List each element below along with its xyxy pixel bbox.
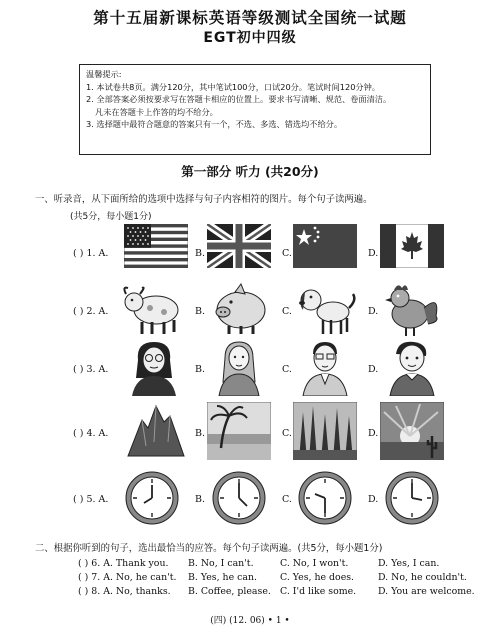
pig-image bbox=[207, 280, 271, 338]
response-instruction: 二、根据你听到的句子，选出最恰当的应答。每个句子读两遍。(共5分，每小题1分) bbox=[35, 543, 383, 554]
clock-image bbox=[380, 468, 444, 526]
desert-image bbox=[380, 402, 444, 460]
option-b-label: B. bbox=[195, 428, 206, 439]
notice-box bbox=[79, 64, 431, 155]
notice-line-3: 凡未在答题卡上作答的均不给分。 bbox=[95, 106, 218, 117]
question-row-6 bbox=[78, 558, 478, 571]
question-6-option-a: ( ) 6. A. Thank you. bbox=[78, 558, 169, 569]
question-8-option-c: C. I'd like some. bbox=[280, 586, 357, 597]
notice-heading: 温馨提示: bbox=[86, 69, 122, 79]
option-c-label: C. bbox=[282, 494, 292, 505]
option-c-label: C. bbox=[282, 248, 292, 259]
exam-subtitle: EGT初中四级 bbox=[203, 30, 297, 46]
listening-points: (共5分，每小题1分) bbox=[70, 212, 152, 222]
question-row-8 bbox=[78, 586, 478, 599]
boy-image bbox=[380, 338, 444, 396]
option-d-label: D. bbox=[368, 494, 379, 505]
clock-image bbox=[120, 468, 184, 526]
option-c-label: C. bbox=[282, 428, 292, 439]
woman-long-hair-image bbox=[207, 338, 271, 396]
question-7-option-a: ( ) 7. A. No, he can't. bbox=[78, 572, 177, 583]
page-footer: (四) (12. 06) • 1 • bbox=[210, 616, 290, 626]
question-row-1 bbox=[0, 222, 500, 282]
china-flag-image bbox=[293, 224, 357, 268]
question-row-4 bbox=[0, 402, 500, 462]
clock-image bbox=[293, 468, 357, 526]
question-row-3 bbox=[0, 338, 500, 398]
option-b-label: B. bbox=[195, 306, 206, 317]
question-8-option-b: B. Coffee, please. bbox=[188, 586, 271, 597]
notice-line-1: 1. 本试卷共8页。满分120分，其中笔试100分，口试20分。笔试时间120分钟。 bbox=[86, 81, 380, 92]
question-row-7 bbox=[78, 572, 478, 585]
question-number: ( ) 3. A. bbox=[73, 364, 109, 375]
beach-image bbox=[207, 402, 271, 460]
question-number: ( ) 1. A. bbox=[73, 248, 109, 259]
option-b-label: B. bbox=[195, 494, 206, 505]
notice-line-2: 2. 全部答案必须按要求写在答题卡相应的位置上。要求书写清晰、规范、卷面清洁。 bbox=[86, 94, 392, 104]
question-row-2 bbox=[0, 280, 500, 340]
man-glasses-image bbox=[293, 338, 357, 396]
question-number: ( ) 2. A. bbox=[73, 306, 109, 317]
option-d-label: D. bbox=[368, 306, 379, 317]
option-b-label: B. bbox=[195, 248, 206, 259]
question-8-option-d: D. You are welcome. bbox=[378, 586, 475, 597]
option-d-label: D. bbox=[368, 248, 379, 259]
question-number: ( ) 4. A. bbox=[73, 428, 109, 439]
ox-image bbox=[120, 280, 184, 338]
canada-flag-image bbox=[380, 224, 444, 268]
option-d-label: D. bbox=[368, 364, 379, 375]
dog-image bbox=[293, 280, 357, 338]
option-c-label: C. bbox=[282, 306, 292, 317]
notice-line-4: 3. 选择题中最符合题意的答案只有一个，不选、多选、错选均不给分。 bbox=[86, 119, 343, 129]
usa-flag-image bbox=[124, 224, 188, 268]
question-8-option-a: ( ) 8. A. No, thanks. bbox=[78, 586, 171, 597]
question-7-option-b: B. Yes, he can. bbox=[188, 572, 257, 583]
question-7-option-d: D. No, he couldn't. bbox=[378, 572, 467, 583]
question-7-option-c: C. Yes, he does. bbox=[280, 572, 355, 583]
rooster-image bbox=[380, 280, 444, 338]
woman-glasses-image bbox=[124, 338, 188, 396]
mountain-image bbox=[124, 402, 188, 460]
exam-title: 第十五届新课标英语等级测试全国统一试题 bbox=[93, 9, 407, 27]
question-number: ( ) 5. A. bbox=[73, 494, 109, 505]
option-c-label: C. bbox=[282, 364, 292, 375]
question-6-option-d: D. Yes, I can. bbox=[378, 558, 440, 569]
question-row-5 bbox=[0, 468, 500, 528]
question-6-option-b: B. No, I can't. bbox=[188, 558, 254, 569]
clock-image bbox=[207, 468, 271, 526]
question-6-option-c: C. No, I won't. bbox=[280, 558, 349, 569]
section-title: 第一部分 听力 (共20分) bbox=[181, 164, 319, 179]
forest-image bbox=[293, 402, 357, 460]
option-b-label: B. bbox=[195, 364, 206, 375]
listening-instruction: 一、听录音，从下面所给的选项中选择与句子内容相符的图片。每个句子读两遍。 bbox=[35, 194, 373, 205]
uk-flag-image bbox=[207, 224, 271, 268]
option-d-label: D. bbox=[368, 428, 379, 439]
